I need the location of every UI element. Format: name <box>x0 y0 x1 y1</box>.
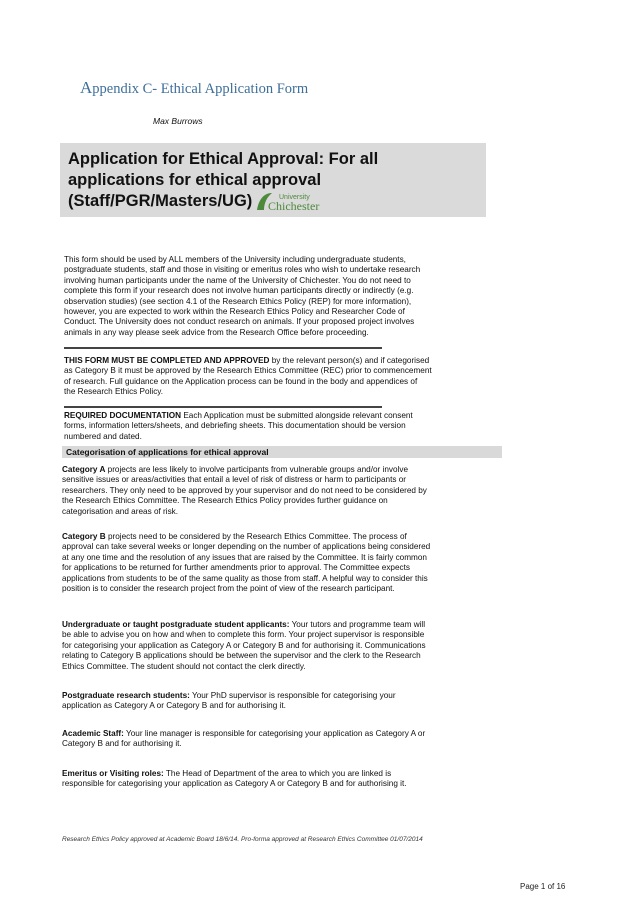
must-complete-bold: THIS FORM MUST BE COMPLETED AND APPROVED <box>64 356 270 365</box>
divider-rule <box>64 406 382 408</box>
form-title-line-1: Application for Ethical Approval: For all <box>68 150 379 168</box>
academic-rest: Your line manager is responsible for categorising your application as Category A or <box>123 729 426 738</box>
category-a-line: the Research Ethics Committee. The Research Ethics Policy provides further guidance on <box>62 496 388 506</box>
intro-line: observation studies) (see section 4.1 of the Research Ethics Policy (REP) for more information), <box>64 296 412 306</box>
required-docs-bold: REQUIRED DOCUMENTATION <box>64 411 182 420</box>
academic-staff-paragraph <box>62 729 504 750</box>
undergrad-paragraph <box>62 620 504 672</box>
required-docs-paragraph <box>64 411 502 442</box>
form-title-line-2: applications for ethical approval <box>68 171 322 189</box>
intro-line: involving human participants under the name of the University of Chichester. You do not need to <box>64 275 411 285</box>
form-title-line-3: (Staff/PGR/Masters/UG) <box>68 192 253 210</box>
undergrad-line: be able to advise you on how and when to complete this form. Your project supervisor is responsible <box>62 630 425 640</box>
required-docs-line: numbered and dated. <box>64 431 142 441</box>
emeritus-line: responsible for categorising your application as Category A or Category B and for authorising it. <box>62 779 407 789</box>
postgrad-paragraph <box>62 691 504 712</box>
academic-bold: Academic Staff: <box>62 729 124 738</box>
postgrad-bold: Postgraduate research students: <box>62 691 190 700</box>
postgrad-rest: Your PhD supervisor is responsible for categorising your <box>189 691 396 700</box>
intro-line: complete this form if your research does not involve human participants directly or indirectly (e.g. <box>64 286 414 296</box>
footer-note: Research Ethics Policy approved at Academic Board 18/6/14. Pro-forma approved at Research Ethics Committee 01/07/2014 <box>62 836 423 843</box>
emeritus-paragraph <box>62 769 504 790</box>
category-a-paragraph <box>62 465 504 517</box>
appendix-title: ppendix C- Ethical Application Form <box>92 81 309 97</box>
must-complete-paragraph <box>64 356 502 398</box>
undergrad-rest: Your tutors and programme team will <box>289 620 426 629</box>
category-b-paragraph <box>62 532 504 594</box>
categorisation-heading: Categorisation of applications for ethical approval <box>62 446 502 458</box>
intro-line: however, you are expected to work within the Research Ethics Policy and Researcher Code of <box>64 307 405 317</box>
must-complete-line: of research. Full guidance on the Application process can be found in the body and appendices of <box>64 376 418 386</box>
academic-line: Category B and for authorising it. <box>62 739 182 749</box>
must-complete-line: the Research Ethics Policy. <box>64 387 164 397</box>
logo-chichester-text: Chichester <box>268 199 320 213</box>
logo-university-text: University <box>279 194 310 201</box>
intro-line: postgraduate students, staff and those in visiting or emeritus roles who wish to undertake research <box>64 265 421 275</box>
category-b-rest: projects need to be considered by the Research Ethics Committee. The process of <box>105 532 407 541</box>
category-a-rest: projects are less likely to involve participants from vulnerable groups and/or involve <box>105 465 409 474</box>
intro-line: Conduct. The University does not conduct research on animals. If your proposed project involves <box>64 317 415 327</box>
must-complete-rest: by the relevant person(s) and if categorised <box>269 356 430 365</box>
postgrad-line: application as Category A or Category B and for authorising it. <box>62 701 286 711</box>
intro-line: animals in any way please seek advice from the Research Office before proceeding. <box>64 327 369 337</box>
category-b-line: approval can take several weeks or longer depending on the number of applications being considered <box>62 542 431 552</box>
undergrad-line: Ethics Committee. The student should not contact the clerk directly. <box>62 661 306 671</box>
emeritus-rest: The Head of Department of the area to which you are linked is <box>163 769 392 778</box>
undergrad-line: relating to Category B applications should be between the supervisor and the clerk to the Research <box>62 651 421 661</box>
title-box <box>60 143 486 217</box>
required-docs-line: forms, information letters/sheets, and debriefing sheets. This documentation should be version <box>64 421 406 431</box>
category-a-line: researchers. They only need to be approved by your supervisor and do not need to be considered by <box>62 485 427 495</box>
intro-line: This form should be used by ALL members of the University including undergraduate students, <box>64 255 406 264</box>
category-b-line: for applications to be returned for further amendments prior to approval. The Committee expects <box>62 563 410 573</box>
category-b-line: position is to consider the research project from the point of view of the research participant. <box>62 584 395 594</box>
intro-paragraph <box>64 255 502 338</box>
undergrad-bold: Undergraduate or taught postgraduate student applicants: <box>62 620 290 629</box>
appendix-heading <box>80 78 308 98</box>
category-b-line: applications from students to be of the same quality as those from staff. A helpful way to consider this <box>62 573 428 583</box>
page-number: Page 1 of 16 <box>520 882 566 891</box>
category-a-bold: Category A <box>62 465 106 474</box>
category-b-bold: Category B <box>62 532 106 541</box>
required-docs-rest: Each Application must be submitted alongside relevant consent <box>181 411 413 420</box>
university-logo <box>255 189 329 213</box>
undergrad-line: for categorising your application as Category A or Category B and for authorising it. Communications <box>62 640 426 650</box>
divider-rule <box>64 347 382 349</box>
appendix-initial: A <box>80 78 93 97</box>
author-name: Max Burrows <box>153 116 203 126</box>
category-a-line: sensitive issues or areas/activities that entail a level of risk of distress or harm to participants or <box>62 475 407 485</box>
emeritus-bold: Emeritus or Visiting roles: <box>62 769 164 778</box>
must-complete-line: as Category B it must be approved by the Research Ethics Committee (REC) prior to commencement <box>64 366 432 376</box>
category-a-line: categorisation and areas of risk. <box>62 506 179 516</box>
category-b-line: at any one time and the resolution of any issues that are raised by the Committee. It is fairly common <box>62 552 427 562</box>
